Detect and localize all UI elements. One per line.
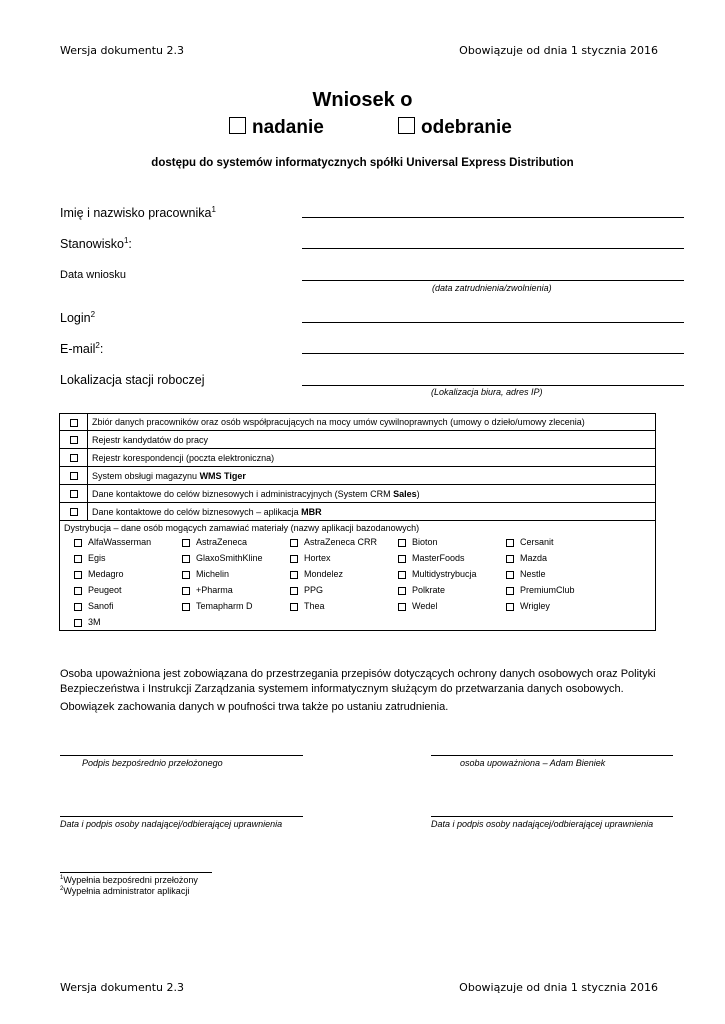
distribution-item[interactable]: [74, 553, 182, 563]
supervisor-signature-label: Podpis bezpośrednio przełożonego: [82, 758, 223, 768]
footer-valid-from: Obowiązuje od dnia 1 stycznia 2016: [459, 981, 658, 994]
date-field[interactable]: [302, 280, 684, 281]
distribution-item-label: Medagro: [88, 569, 124, 579]
login-label: Login$^2$: [60, 310, 96, 326]
distribution-header: Dystrybucja – dane osób mogących zamawiać materiały (nazwy aplikacji bazodanowych): [64, 523, 420, 533]
distribution-checkbox[interactable]: [398, 571, 406, 579]
distribution-item-label: GlaxoSmithKline: [196, 553, 263, 563]
distribution-checkbox[interactable]: [290, 587, 298, 595]
distribution-checkbox[interactable]: [74, 555, 82, 563]
distribution-checkbox[interactable]: [74, 603, 82, 611]
checkbox-mbr[interactable]: [70, 508, 78, 516]
distribution-checkbox[interactable]: [74, 619, 82, 627]
distribution-item-label: Hortex: [304, 553, 331, 563]
distribution-item-label: Nestle: [520, 569, 546, 579]
date-label: Data wniosku: [60, 269, 127, 281]
distribution-item[interactable]: [290, 553, 398, 563]
checkbox-crm[interactable]: [70, 490, 78, 498]
location-hint: (Lokalizacja biura, adres IP): [431, 387, 543, 397]
distribution-item-label: Egis: [88, 553, 106, 563]
distribution-checkbox[interactable]: [506, 587, 514, 595]
distribution-item[interactable]: [506, 569, 614, 579]
option-grant-label: nadanie: [252, 117, 324, 138]
authorized-signature-line[interactable]: [431, 755, 673, 756]
grantor-signature-line-right[interactable]: [431, 816, 673, 817]
grantor-signature-line-left[interactable]: [60, 816, 303, 817]
checkbox-correspondence[interactable]: [70, 454, 78, 462]
login-field[interactable]: [302, 322, 684, 323]
distribution-checkbox[interactable]: [506, 571, 514, 579]
grantor-signature-label-right: Data i podpis osoby nadającej/odbierającej uprawnienia: [431, 819, 654, 829]
table-row: [60, 503, 656, 521]
option-revoke[interactable]: [398, 117, 512, 139]
row-mbr-label: Dane kontaktowe do celów biznesowych – aplikacja MBR: [88, 503, 656, 521]
form-title: Wniosek o: [312, 89, 413, 111]
distribution-item[interactable]: [74, 617, 182, 627]
table-row: [60, 521, 656, 631]
option-grant[interactable]: [229, 117, 324, 139]
distribution-checkbox[interactable]: [506, 539, 514, 547]
distribution-checkbox[interactable]: [398, 539, 406, 547]
distribution-item[interactable]: [506, 585, 614, 595]
distribution-item-label: PremiumClub: [520, 585, 575, 595]
distribution-item[interactable]: [74, 537, 182, 547]
checkbox-candidates[interactable]: [70, 436, 78, 444]
footnote-1: $^1$Wypełnia bezpośredni przełożony: [60, 875, 198, 885]
distribution-grid: [64, 533, 651, 630]
position-label: Stanowisko$^1$:: [60, 236, 132, 252]
distribution-item-label: 3M: [88, 617, 101, 627]
distribution-item-label: Multidystrybucja: [412, 569, 477, 579]
distribution-item[interactable]: [182, 553, 290, 563]
date-hint: (data zatrudnienia/zwolnienia): [432, 283, 552, 293]
distribution-checkbox[interactable]: [182, 603, 190, 611]
location-field[interactable]: [302, 385, 684, 386]
position-field[interactable]: [302, 248, 684, 249]
table-row: [60, 414, 656, 431]
statement-obligation: Osoba upoważniona jest zobowiązana do przestrzegania przepisów dotyczących ochrony danych osobowych oraz Polityki Bezpieczeństwa i Instrukcji Zarządzania systemem informatycznym służącym do przetwarzania danych osobowych.: [60, 668, 656, 695]
distribution-item[interactable]: [506, 537, 614, 547]
distribution-item[interactable]: [182, 569, 290, 579]
table-row: [60, 449, 656, 467]
distribution-checkbox[interactable]: [398, 587, 406, 595]
distribution-item-label: Thea: [304, 601, 325, 611]
checkbox-employee-data[interactable]: [70, 419, 78, 427]
distribution-checkbox[interactable]: [398, 603, 406, 611]
distribution-item[interactable]: [398, 553, 506, 563]
form-subtitle: dostępu do systemów informatycznych spółki Universal Express Distribution: [151, 157, 574, 169]
distribution-checkbox[interactable]: [290, 555, 298, 563]
distribution-item[interactable]: [290, 601, 398, 611]
table-row: [60, 467, 656, 485]
distribution-item-label: PPG: [304, 585, 324, 595]
header-version: Wersja dokumentu 2.3: [60, 44, 184, 57]
location-label: Lokalizacja stacji roboczej: [60, 373, 205, 387]
checkbox-wms[interactable]: [70, 472, 78, 480]
distribution-item-label: Michelin: [196, 569, 230, 579]
row-crm-label: Dane kontaktowe do celów biznesowych i administracyjnych (System CRM Sales): [88, 485, 656, 503]
table-row: [60, 485, 656, 503]
row-wms-label: System obsługi magazynu WMS Tiger: [88, 467, 656, 485]
distribution-checkbox[interactable]: [182, 587, 190, 595]
systems-table: [59, 413, 656, 631]
distribution-item[interactable]: [398, 569, 506, 579]
distribution-item-label: +Pharma: [196, 585, 233, 595]
distribution-item[interactable]: [182, 585, 290, 595]
header-valid-from: Obowiązuje od dnia 1 stycznia 2016: [459, 44, 658, 57]
distribution-checkbox[interactable]: [74, 571, 82, 579]
distribution-item[interactable]: [290, 569, 398, 579]
distribution-item[interactable]: [182, 601, 290, 611]
option-revoke-label: odebranie: [421, 117, 512, 138]
distribution-item[interactable]: [182, 537, 290, 547]
distribution-checkbox[interactable]: [182, 539, 190, 547]
distribution-checkbox[interactable]: [506, 603, 514, 611]
grantor-signature-label-left: Data i podpis osoby nadającej/odbierającej uprawnienia: [60, 819, 283, 829]
distribution-checkbox[interactable]: [182, 555, 190, 563]
distribution-item[interactable]: [290, 585, 398, 595]
distribution-item-label: Polkrate: [412, 585, 446, 595]
distribution-item[interactable]: [74, 569, 182, 579]
distribution-item-label: AlfaWasserman: [88, 537, 152, 547]
footer-version: Wersja dokumentu 2.3: [60, 981, 184, 994]
distribution-checkbox[interactable]: [182, 571, 190, 579]
distribution-item-label: AstraZeneca CRR: [304, 537, 378, 547]
distribution-item[interactable]: [398, 601, 506, 611]
distribution-item[interactable]: [398, 537, 506, 547]
revoke-checkbox[interactable]: [398, 117, 415, 134]
row-employee-data-label: Zbiór danych pracowników oraz osób współpracujących na mocy umów cywilnoprawnych (umowy o dzieło/umowy zlecenia): [88, 414, 656, 431]
distribution-item-label: Peugeot: [88, 585, 122, 595]
supervisor-signature-line[interactable]: [60, 755, 303, 756]
name-field[interactable]: [302, 217, 684, 218]
distribution-checkbox[interactable]: [290, 603, 298, 611]
distribution-checkbox[interactable]: [74, 539, 82, 547]
grant-checkbox[interactable]: [229, 117, 246, 134]
name-label: Imię i nazwisko pracownika$^1$: [60, 205, 216, 221]
distribution-checkbox[interactable]: [74, 587, 82, 595]
distribution-item-label: Cersanit: [520, 537, 554, 547]
distribution-item-label: MasterFoods: [412, 553, 465, 563]
email-field[interactable]: [302, 353, 684, 354]
distribution-item[interactable]: [74, 585, 182, 595]
distribution-item-label: Mondelez: [304, 569, 344, 579]
distribution-item[interactable]: [290, 537, 398, 547]
distribution-item-label: Wrigley: [520, 601, 550, 611]
distribution-item[interactable]: [74, 601, 182, 611]
distribution-checkbox[interactable]: [506, 555, 514, 563]
distribution-item-label: AstraZeneca: [196, 537, 248, 547]
authorized-signature-label: osoba upoważniona – Adam Bieniek: [460, 758, 606, 768]
distribution-item-label: Sanofi: [88, 601, 114, 611]
distribution-checkbox[interactable]: [290, 539, 298, 547]
footnote-separator: [60, 872, 212, 873]
footnote-2: $^2$Wypełnia administrator aplikacji: [60, 886, 190, 896]
row-correspondence-label: Rejestr korespondencji (poczta elektroniczna): [88, 449, 656, 467]
distribution-item-label: Mazda: [520, 553, 548, 563]
statement-confidentiality: Obowiązek zachowania danych w poufności trwa także po ustaniu zatrudnienia.: [60, 701, 449, 713]
table-row: [60, 431, 656, 449]
distribution-item[interactable]: [506, 553, 614, 563]
distribution-item[interactable]: [398, 585, 506, 595]
distribution-item-label: Wedel: [412, 601, 438, 611]
row-candidates-label: Rejestr kandydatów do pracy: [88, 431, 656, 449]
distribution-item[interactable]: [506, 601, 614, 611]
distribution-checkbox[interactable]: [290, 571, 298, 579]
distribution-item-label: Temapharm D: [196, 601, 253, 611]
distribution-checkbox[interactable]: [398, 555, 406, 563]
distribution-item-label: Bioton: [412, 537, 438, 547]
email-label: E-mail$^2$:: [60, 341, 104, 357]
